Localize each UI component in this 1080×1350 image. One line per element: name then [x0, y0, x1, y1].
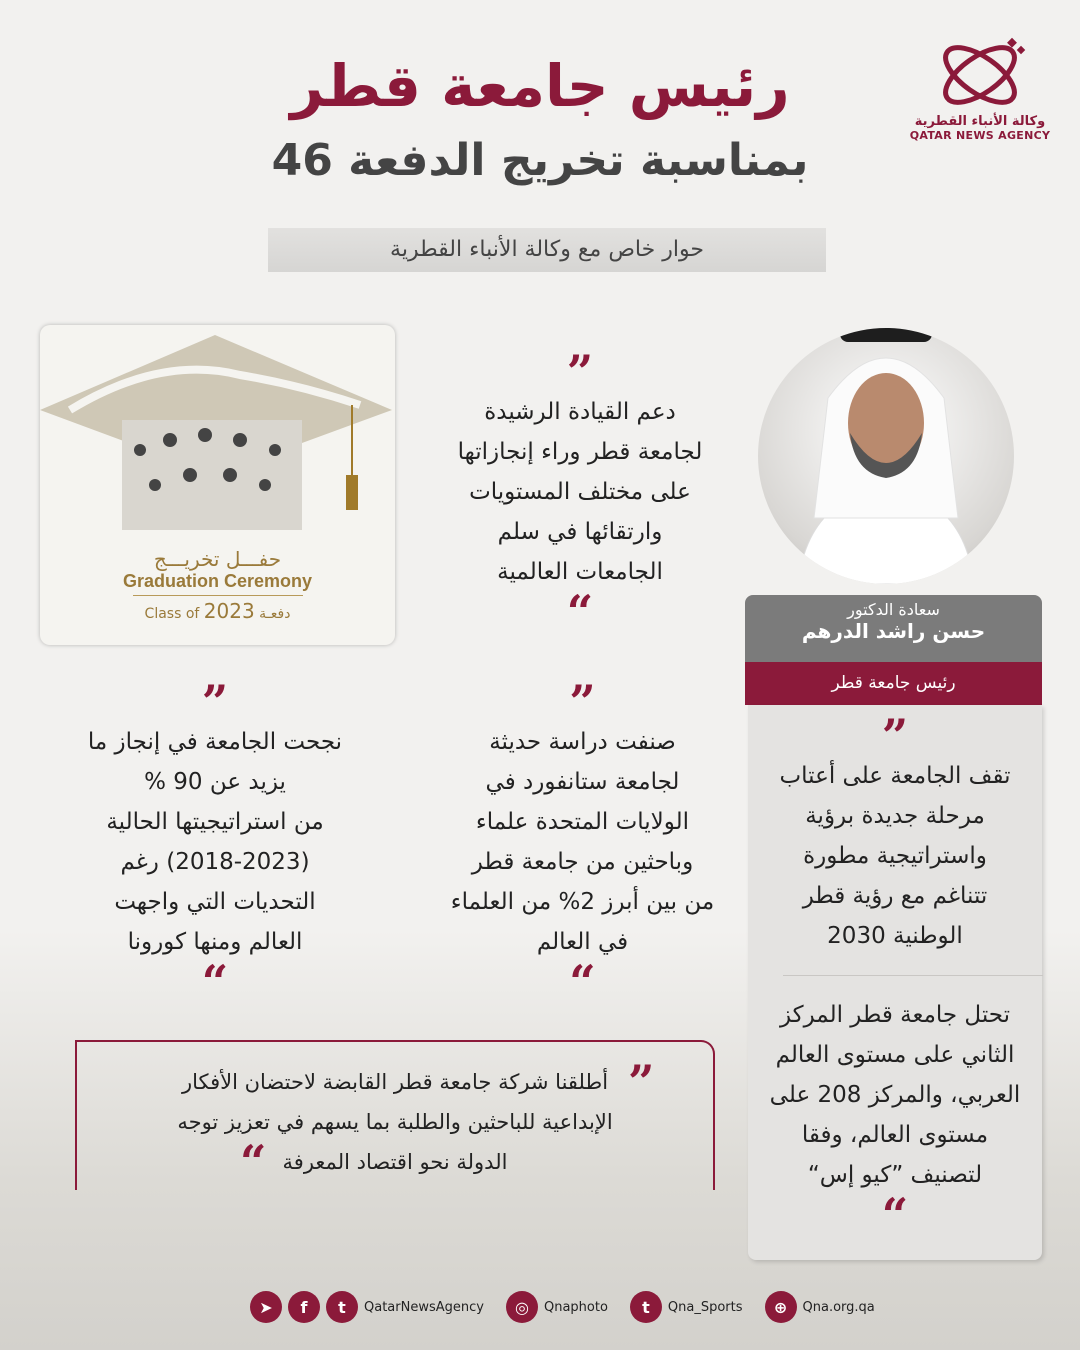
quote-line: وارتقائها في سلم — [497, 519, 663, 545]
page-title: رئيس جامعة قطر — [290, 52, 790, 120]
quote-close-icon: “ — [881, 1188, 909, 1242]
quote-line: لجامعة ستانفورد في — [485, 769, 680, 795]
portrait-photo — [758, 328, 1014, 584]
profile-role: رئيس جامعة قطر — [745, 662, 1042, 705]
quote-line: (2018-2023) رغم — [120, 849, 310, 875]
quote-line: التحديات التي واجهت — [114, 889, 316, 915]
quote-line: وباحثين من جامعة قطر — [471, 849, 694, 875]
quote-open-icon: ” — [566, 345, 594, 399]
quote-ranking — [755, 995, 1035, 1242]
quote-line: مستوى العالم، وفقا — [801, 1122, 989, 1148]
handle-qna-sports[interactable]: Qna_Sports — [667, 1299, 743, 1315]
quote-holding-company — [95, 1055, 695, 1189]
quote-close-icon: “ — [566, 585, 594, 639]
globe-icon[interactable]: ⊕ — [765, 1291, 797, 1323]
quote-line: الإبداعية للباحثين والطلبة بما يسهم في تعزيز توجه — [177, 1110, 613, 1134]
quote-line: من استراتيجيتها الحالية — [106, 809, 324, 835]
facebook-icon[interactable]: f — [288, 1291, 320, 1323]
quote-open-icon: ” — [628, 1055, 655, 1109]
qna-logo: وكالة الأنباء القطرية QATAR NEWS AGENCY — [905, 35, 1055, 142]
graduation-cap-illustration — [40, 325, 395, 535]
quote-open-icon: ” — [569, 675, 596, 729]
quote-strategy-achievement — [70, 675, 360, 1009]
quote-new-phase — [755, 709, 1035, 956]
handle-qnaphoto[interactable]: Qnaphoto — [543, 1299, 608, 1315]
quote-line: واستراتيجية مطورة — [803, 843, 987, 869]
quote-line: الولايات المتحدة علماء — [475, 809, 690, 835]
handle-qatarnewsagency[interactable]: QatarNewsAgency — [364, 1299, 484, 1315]
profile-card: سعادة الدكتور حسن راشد الدرهم — [745, 595, 1042, 662]
quote-line: تقف الجامعة على أعتاب — [779, 763, 1011, 789]
quote-line: لجامعة قطر وراء إنجازاتها — [457, 439, 703, 465]
quote-line: أطلقنا شركة جامعة قطر القابضة لاحتضان الأفكار — [181, 1070, 609, 1094]
quote-leadership-support — [440, 345, 720, 639]
graduation-ceremony-card: حفـــل تخريـــج Graduation Ceremony Class of 2023 دفعـة — [40, 325, 395, 645]
profile-name: حسن راشد الدرهم — [801, 619, 986, 643]
quote-open-icon: ” — [881, 709, 909, 763]
page-subtitle: بمناسبة تخريج الدفعة 46 — [271, 135, 809, 186]
quote-line: الدولة نحو اقتصاد المعرفة — [282, 1150, 508, 1174]
quote-close-icon: “ — [201, 955, 229, 1009]
quote-close-icon: “ — [240, 1135, 267, 1189]
quote-line: على مختلف المستويات — [469, 479, 691, 505]
quote-line: الثاني على مستوى العالم — [775, 1042, 1015, 1068]
quote-line: العالم ومنها كورونا — [127, 929, 303, 955]
qna-emblem-icon — [925, 35, 1035, 110]
tagline: حوار خاص مع وكالة الأنباء القطرية — [268, 228, 826, 272]
quote-line: دعم القيادة الرشيدة — [484, 399, 676, 425]
quote-line: لتصنيف ”كيو إس“ — [807, 1162, 983, 1188]
quote-line: تتناغم مع رؤية قطر — [802, 883, 988, 909]
quote-line: من بين أبرز 2% من العلماء — [450, 889, 715, 915]
quote-line: يزيد عن 90 % — [144, 769, 286, 795]
quote-line: مرحلة جديدة برؤية — [805, 803, 985, 829]
website-link[interactable]: Qna.org.qa — [802, 1299, 875, 1315]
quote-line: الجامعات العالمية — [497, 559, 663, 585]
twitter-icon[interactable]: t — [326, 1291, 358, 1323]
quote-line: العربي، والمركز 208 على — [769, 1082, 1021, 1108]
social-footer — [250, 1290, 875, 1324]
quote-line: صنفت دراسة حديثة — [489, 729, 676, 755]
quote-line: نجحت الجامعة في إنجاز ما — [87, 729, 343, 755]
quote-line: في العالم — [536, 929, 629, 955]
quote-line: تحتل جامعة قطر المركز — [779, 1002, 1011, 1028]
quote-close-icon: “ — [569, 955, 596, 1009]
twitter-icon[interactable]: t — [630, 1291, 662, 1323]
instagram-icon[interactable]: ◎ — [506, 1291, 538, 1323]
divider — [783, 975, 1043, 976]
quote-line: الوطنية 2030 — [827, 923, 963, 949]
quote-stanford-study — [440, 675, 725, 1009]
telegram-icon[interactable]: ➤ — [250, 1291, 282, 1323]
quote-open-icon: ” — [201, 675, 229, 729]
